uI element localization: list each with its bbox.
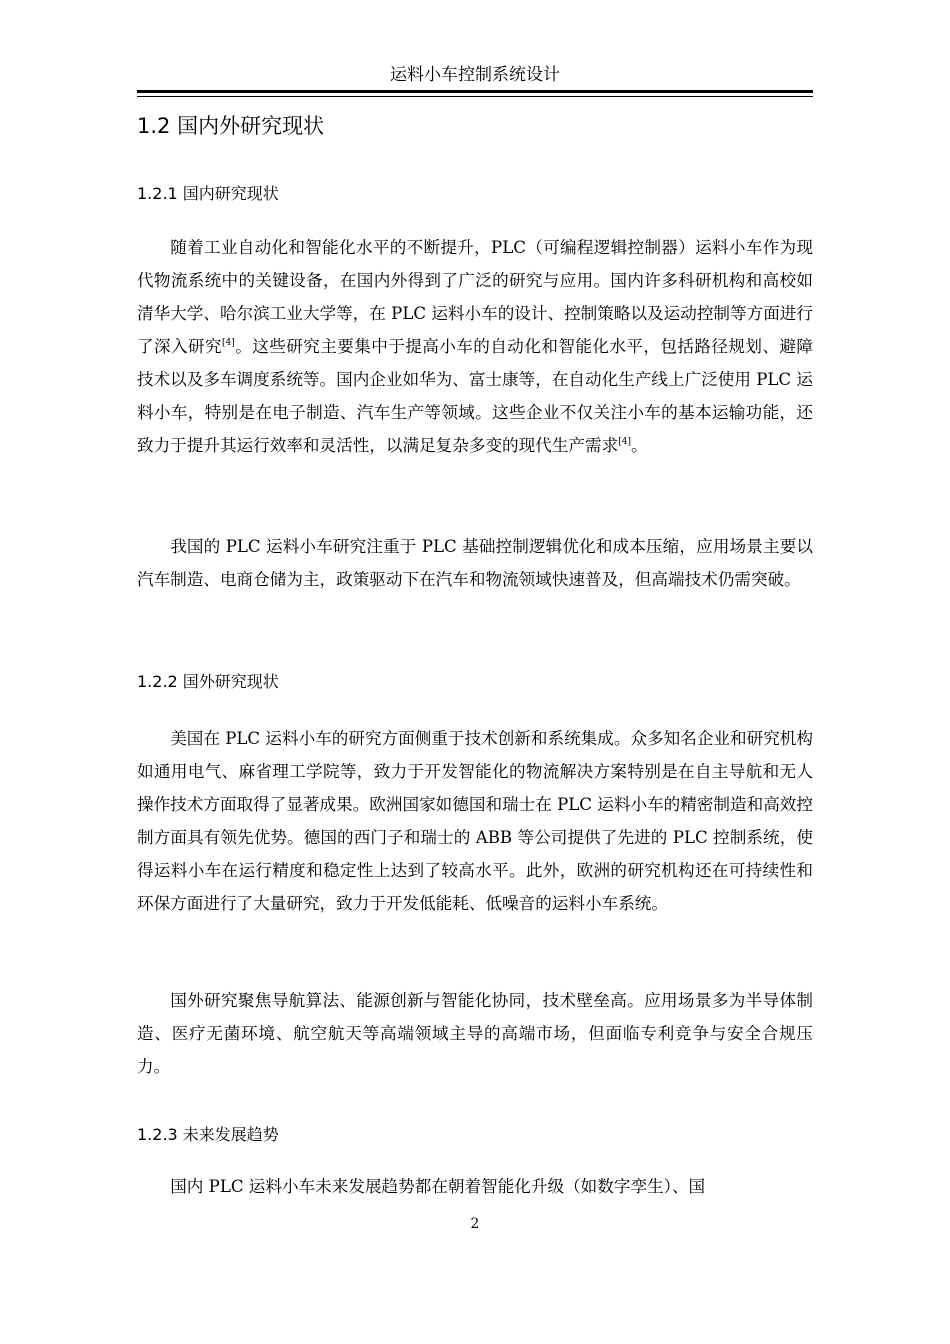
- paragraph-trends-1: 国内 PLC 运料小车未来发展趋势都在朝着智能化升级（如数字孪生）、国: [170, 1177, 706, 1196]
- paragraph-foreign-2: 国外研究聚焦导航算法、能源创新与智能化协同，技术壁垒高。应用场景多为半导体制造、医疗无菌环境、航空航天等高端领域主导的高端市场，但面临专利竞争与安全合规压力。: [137, 991, 813, 1076]
- citation-ref: [4]: [618, 437, 631, 447]
- header-rule-thick: [137, 90, 813, 93]
- running-header: 运料小车控制系统设计: [390, 65, 560, 85]
- subsection-heading-trends: 1.2.3 未来发展趋势: [137, 1125, 279, 1144]
- paragraph-text: 。这些研究主要集中于提高小车的自动化和智能化水平，包括路径规划、避障技术以及多车调度系统等。国内企业如华为、富士康等，在自动化生产线上广泛使用 PLC 运料小车，特别是在电子制造、汽车生产等领域。这些企业不仅关注小车的基本运输功能，还致力于提升其运行效率和灵活性，以满足复杂多变的现代生产需求: [137, 337, 814, 455]
- citation-ref: [4]: [222, 338, 235, 348]
- subsection-heading-foreign: 1.2.2 国外研究现状: [137, 672, 279, 691]
- paragraph-text: 。: [630, 436, 648, 455]
- paragraph-text: 随着工业自动化和智能化水平的不断提升，PLC（可编程逻辑控制器）运料小车作为现代物流系统中的关键设备，在国内外得到了广泛的研究与应用。国内许多科研机构和高校如清华大学、哈尔滨工业大学等，在 PLC 运料小车的设计、控制策略以及运动控制等方面进行了深入研究: [137, 238, 813, 356]
- subsection-heading-domestic: 1.2.1 国内研究现状: [137, 184, 279, 203]
- section-heading: 1.2 国内外研究现状: [137, 114, 325, 138]
- header-rule-thin: [137, 96, 813, 97]
- paragraph-foreign-1: 美国在 PLC 运料小车的研究方面侧重于技术创新和系统集成。众多知名企业和研究机构如通用电气、麻省理工学院等，致力于开发智能化的物流解决方案特别是在自主导航和无人操作技术方面取得了显著成果。欧洲国家如德国和瑞士在 PLC 运料小车的精密制造和高效控制方面具有领先优势。德国的西门子和瑞士的 ABB 等公司提供了先进的 PLC 控制系统，使得运料小车在运行精度和稳定性上达到了较高水平。此外，欧洲的研究机构还在可持续性和环保方面进行了大量研究，致力于开发低能耗、低噪音的运料小车系统。: [137, 729, 813, 913]
- paragraph-domestic-2: 我国的 PLC 运料小车研究注重于 PLC 基础控制逻辑优化和成本压缩，应用场景主要以汽车制造、电商仓储为主，政策驱动下在汽车和物流领域快速普及，但高端技术仍需突破。: [137, 537, 813, 589]
- page-number: 2: [470, 1216, 480, 1232]
- paragraph-domestic-1: [137, 231, 813, 462]
